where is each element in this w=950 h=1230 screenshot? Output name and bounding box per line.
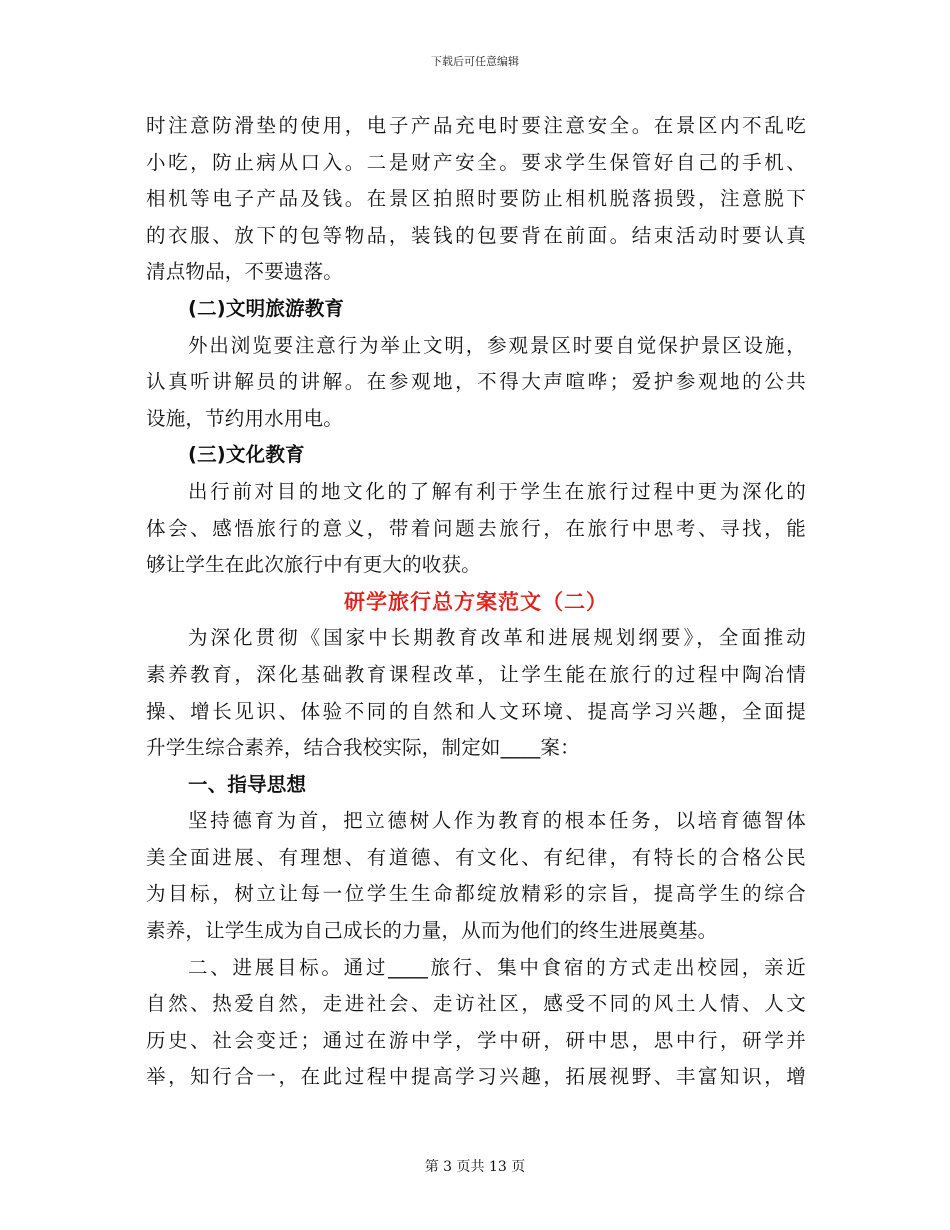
text-line: 升学生综合素养，结合我校实际，制定如____案： bbox=[146, 736, 580, 760]
text-line: 的衣服、放下的包等物品，装钱的包要背在前面。结束活动时要认真 bbox=[146, 223, 806, 247]
text-line: 为深化贯彻《国家中长期教育改革和进展规划纲要》，全面推动 bbox=[188, 626, 806, 650]
text-line: 历史、社会变迁；通过在游中学，学中研，研中思，思中行，研学并 bbox=[146, 1028, 806, 1052]
text-line: 美全面进展、有理想、有道德、有文化、有纪律，有特长的合格公民 bbox=[146, 845, 806, 869]
page-header: 下载后可任意编辑 bbox=[431, 55, 519, 68]
section-heading: (三)文化教育 bbox=[188, 443, 305, 467]
text-line: 时注意防滑垫的使用，电子产品充电时要注意安全。在景区内不乱吃 bbox=[146, 114, 806, 137]
text-line: 出行前对目的地文化的了解有利于学生在旅行过程中更为深化的 bbox=[188, 479, 806, 503]
text-line: 二、进展目标。通过____旅行、集中食宿的方式走出校园，亲近 bbox=[188, 955, 806, 979]
document-body bbox=[146, 108, 806, 1096]
document-title: 研学旅行总方案范文（二） bbox=[344, 589, 608, 614]
text-line: 小吃，防止病从口入。二是财产安全。要求学生保管好自己的手机、 bbox=[146, 150, 806, 174]
text-line: 设施，节约用水用电。 bbox=[146, 406, 344, 430]
text-line: 清点物品，不要遗落。 bbox=[146, 260, 344, 284]
text-line: 相机等电子产品及钱。在景区拍照时要防止相机脱落损毁，注意脱下 bbox=[146, 187, 806, 211]
text-line: 外出浏览要注意行为举止文明，参观景区时要自觉保护景区设施， bbox=[188, 333, 806, 357]
text-line: 举，知行合一，在此过程中提高学习兴趣，拓展视野、丰富知识，增 bbox=[146, 1065, 806, 1089]
section-heading: (二)文明旅游教育 bbox=[188, 296, 345, 320]
section-heading: 一、指导思想 bbox=[188, 772, 307, 796]
text-line: 够让学生在此次旅行中有更大的收获。 bbox=[146, 553, 481, 577]
text-line: 素养，让学生成为自己成长的力量，从而为他们的终生进展奠基。 bbox=[146, 919, 718, 943]
page-footer: 第 3 页共 13 页 bbox=[424, 1159, 526, 1175]
text-line: 为目标，树立让每一位学生生命都绽放精彩的宗旨，提高学生的综合 bbox=[146, 882, 806, 906]
text-line: 自然、热爱自然，走进社会、走访社区，感受不同的风土人情、人文 bbox=[146, 992, 806, 1016]
text-line: 坚持德育为首，把立德树人作为教育的根本任务，以培育德智体 bbox=[188, 809, 806, 833]
text-line: 操、增长见识、体验不同的自然和人文环境、提高学习兴趣，全面提 bbox=[146, 699, 806, 723]
text-line: 体会、感悟旅行的意义，带着问题去旅行，在旅行中思考、寻找，能 bbox=[146, 516, 806, 540]
text-line: 素养教育，深化基础教育课程改革，让学生能在旅行的过程中陶冶情 bbox=[146, 662, 806, 686]
text-line: 认真听讲解员的讲解。在参观地，不得大声喧哗；爱护参观地的公共 bbox=[146, 370, 806, 394]
